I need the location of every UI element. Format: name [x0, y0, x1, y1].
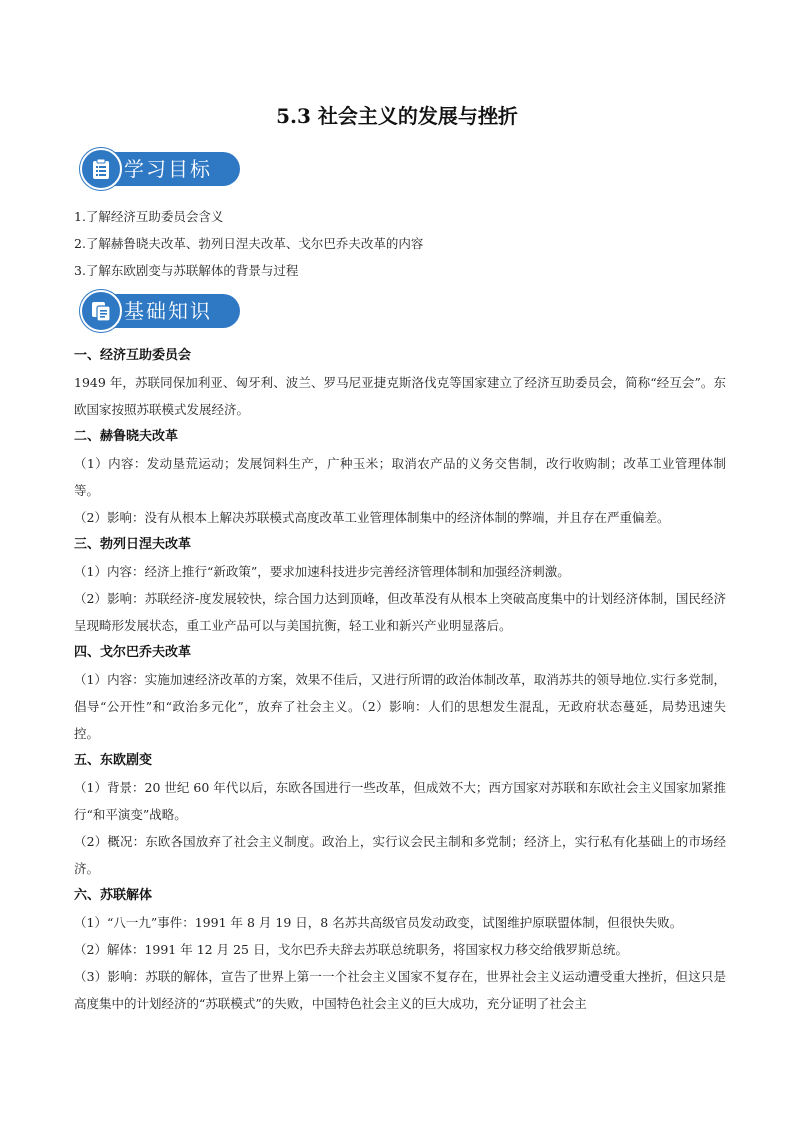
section-heading: 三、勃列日涅夫改革	[74, 537, 192, 552]
knowledge-content	[74, 342, 726, 1017]
knowledge-banner	[80, 292, 240, 330]
section-paragraph: （2）影响：没有从根本上解决苏联模式高度改革工业管理体制集中的经济体制的弊端，并且存在严重偏差。	[74, 510, 670, 525]
section-paragraph: （1）内容：发动垦荒运动；发展饲料生产，广种玉米；取消农产品的义务交售制，改行收购制；改革工业管理体制等。	[74, 456, 726, 498]
goal-item: 2.了解赫鲁晓夫改革、勃列日涅夫改革、戈尔巴乔夫改革的内容	[74, 236, 424, 251]
section-heading: 五、东欧剧变	[74, 753, 153, 768]
section-paragraph: （1）“八一九”事件：1991 年 8 月 19 日，8 名苏共高级官员发动政变，试图维护原联盟体制，但很快失败。	[74, 915, 683, 930]
clipboard-icon	[89, 157, 113, 181]
goal-item: 3.了解东欧剧变与苏联解体的背景与过程	[74, 263, 299, 278]
section-heading: 二、赫鲁晓夫改革	[74, 429, 179, 444]
section-heading: 一、经济互助委员会	[74, 348, 192, 363]
knowledge-banner-label: 基础知识	[124, 299, 212, 323]
section-heading: 四、戈尔巴乔夫改革	[74, 645, 192, 660]
section-paragraph: （2）解体：1991 年 12 月 25 日，戈尔巴乔夫辞去苏联总统职务，将国家权力移交给俄罗斯总统。	[74, 942, 628, 957]
goals-banner-badge	[80, 148, 122, 190]
section-paragraph: 1949 年，苏联同保加利亚、匈牙利、波兰、罗马尼亚捷克斯洛伐克等国家建立了经济互助委员会，简称“经互会”。东欧国家按照苏联模式发展经济。	[74, 375, 726, 417]
knowledge-banner-badge	[80, 290, 122, 332]
documents-icon	[89, 299, 113, 323]
goals-banner-label: 学习目标	[124, 157, 212, 181]
section-paragraph: （3）影响：苏联的解体，宣告了世界上第一一个社会主义国家不复存在，世界社会主义运动遭受重大挫折，但这只是高度集中的计划经济的“苏联模式”的失败，中国特色社会主义的巨大成功，充分证明了社会主	[74, 969, 726, 1011]
goals-banner	[80, 150, 240, 188]
section-paragraph: （2）概况：东欧各国放弃了社会主义制度。政治上，实行议会民主制和多党制；经济上，实行私有化基础上的市场经济。	[74, 834, 726, 876]
section-paragraph: （2）影响：苏联经济-度发展较快，综合国力达到顶峰，但改革没有从根本上突破高度集中的计划经济体制，国民经济呈现畸形发展状态，重工业产品可以与美国抗衡，轻工业和新兴产业明显落后。	[74, 591, 726, 633]
section-paragraph: （1）内容：经济上推行“新政策”，要求加速科技进步完善经济管理体制和加强经济刺激。	[74, 564, 570, 579]
goal-item: 1.了解经济互助委员会含义	[74, 209, 224, 224]
section-paragraph: （1）内容：实施加速经济改革的方案，效果不佳后，又进行所谓的政治体制改革，取消苏共的领导地位.实行多党制，倡导“公开性”和“政治多元化”，放弃了社会主义。（2）影响：人们的思想发生混乱，无政府状态蔓延，局势迅速失控。	[74, 672, 726, 741]
section-heading: 六、苏联解体	[74, 888, 153, 903]
goals-list	[74, 203, 734, 284]
section-paragraph: （1）背景：20 世纪 60 年代以后，东欧各国进行一些改革，但成效不大；西方国家对苏联和东欧社会主义国家加紧推行“和平演变”战略。	[74, 780, 726, 822]
page-title: 5.3 社会主义的发展与挫折	[276, 104, 518, 128]
